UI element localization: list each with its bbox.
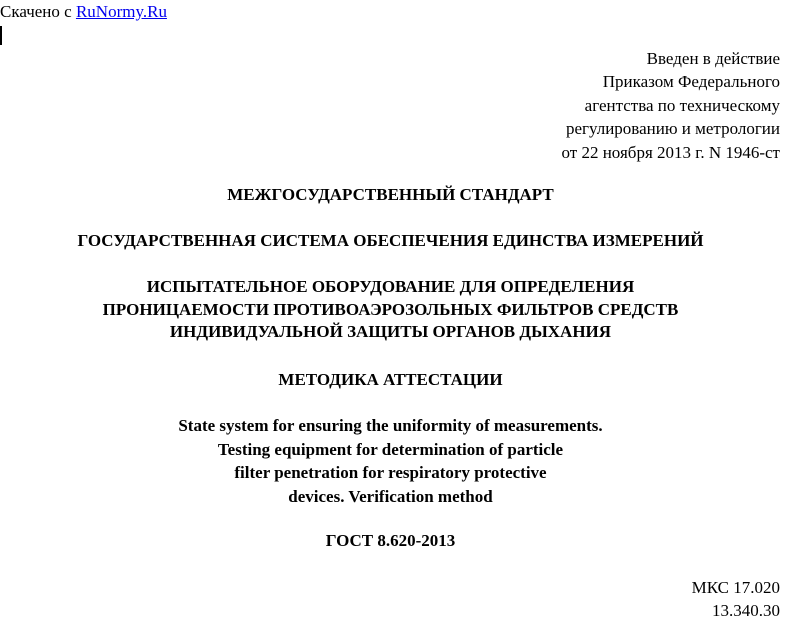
enactment-line: Приказом Федерального	[602, 72, 780, 92]
standard-type-heading: МЕЖГОСУДАРСТВЕННЫЙ СТАНДАРТ	[227, 185, 554, 204]
equipment-title-line: ИНДИВИДУАЛЬНОЙ ЗАЩИТЫ ОРГАНОВ ДЫХАНИЯ	[169, 322, 612, 341]
method-title: МЕТОДИКА АТТЕСТАЦИИ	[278, 370, 503, 389]
english-title-line: devices. Verification method	[288, 486, 493, 506]
gost-number: ГОСТ 8.620-2013	[325, 531, 456, 550]
enactment-line: регулированию и метрологии	[565, 119, 780, 139]
equipment-title-line: ПРОНИЦАЕМОСТИ ПРОТИВОАЭРОЗОЛЬНЫХ ФИЛЬТРОВ СРЕДСТВ	[102, 299, 679, 319]
enactment-block	[562, 47, 781, 164]
system-title-heading: ГОСУДАРСТВЕННАЯ СИСТЕМА ОБЕСПЕЧЕНИЯ ЕДИНСТВА ИЗМЕРЕНИЙ	[77, 231, 704, 250]
mks-code: МКС 17.020	[691, 578, 780, 597]
equipment-title-line: ИСПЫТАТЕЛЬНОЕ ОБОРУДОВАНИЕ ДЛЯ ОПРЕДЕЛЕНИЯ	[146, 277, 635, 296]
text-cursor	[0, 26, 2, 45]
secondary-code: 13.340.30	[712, 601, 780, 620]
source-line	[0, 2, 167, 22]
english-title-line: State system for ensuring the uniformity of measurements.	[178, 416, 603, 435]
runormy-link[interactable]: RuNormy.Ru	[75, 2, 167, 21]
equipment-title	[0, 276, 781, 344]
enactment-line: агентства по техническому	[584, 95, 780, 115]
english-title-line: Testing equipment for determination of particle	[217, 439, 564, 459]
english-title	[0, 414, 781, 508]
enactment-line: от 22 ноября 2013 г. N 1946-ст	[561, 142, 780, 162]
enactment-line: Введен в действие	[646, 49, 780, 68]
source-prefix: Скачено с	[0, 2, 76, 21]
classification-block	[692, 576, 780, 622]
english-title-line: filter penetration for respiratory protective	[234, 463, 547, 482]
